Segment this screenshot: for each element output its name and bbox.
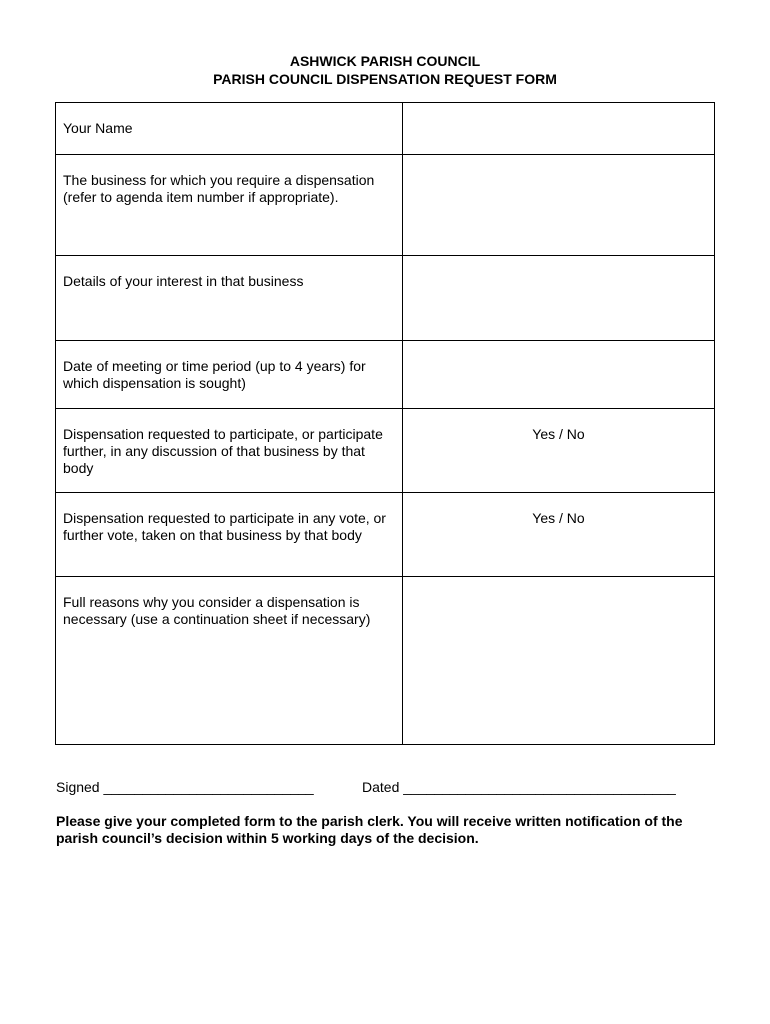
form-row-participate <box>56 409 715 493</box>
label-interest: Details of your interest in that business <box>56 256 403 341</box>
field-vote-yes-no[interactable]: Yes / No <box>403 493 715 577</box>
label-vote: Dispensation requested to participate in any vote, or further vote, taken on that business by that body <box>56 493 403 577</box>
form-title: PARISH COUNCIL DISPENSATION REQUEST FORM <box>213 71 557 87</box>
label-your-name: Your Name <box>56 103 403 155</box>
signature-row <box>56 779 676 796</box>
field-your-name[interactable] <box>403 103 715 155</box>
form-row-name <box>56 103 715 155</box>
signed-line[interactable]: Signed ___________________________ <box>56 779 314 795</box>
form-row-meeting-date <box>56 341 715 409</box>
field-participate-yes-no[interactable]: Yes / No <box>403 409 715 493</box>
form-row-business <box>56 155 715 256</box>
label-participate: Dispensation requested to participate, or participate further, in any discussion of that business by that body <box>56 409 403 493</box>
label-reasons: Full reasons why you consider a dispensation is necessary (use a continuation sheet if necessary) <box>56 577 403 745</box>
dated-line[interactable]: Dated ___________________________________ <box>362 779 676 795</box>
label-business: The business for which you require a dispensation (refer to agenda item number if appropriate). <box>56 155 403 256</box>
form-header <box>0 52 770 88</box>
field-reasons[interactable] <box>403 577 715 745</box>
submission-notice: Please give your completed form to the parish clerk. You will receive written notification of the parish council’s decision within 5 working days of the decision. <box>56 813 683 846</box>
council-name: ASHWICK PARISH COUNCIL <box>289 53 481 69</box>
form-row-interest <box>56 256 715 341</box>
form-row-vote <box>56 493 715 577</box>
field-meeting-date[interactable] <box>403 341 715 409</box>
field-interest[interactable] <box>403 256 715 341</box>
field-business[interactable] <box>403 155 715 256</box>
dispensation-form-table <box>55 102 715 745</box>
form-row-reasons <box>56 577 715 745</box>
label-meeting-date: Date of meeting or time period (up to 4 years) for which dispensation is sought) <box>56 341 403 409</box>
